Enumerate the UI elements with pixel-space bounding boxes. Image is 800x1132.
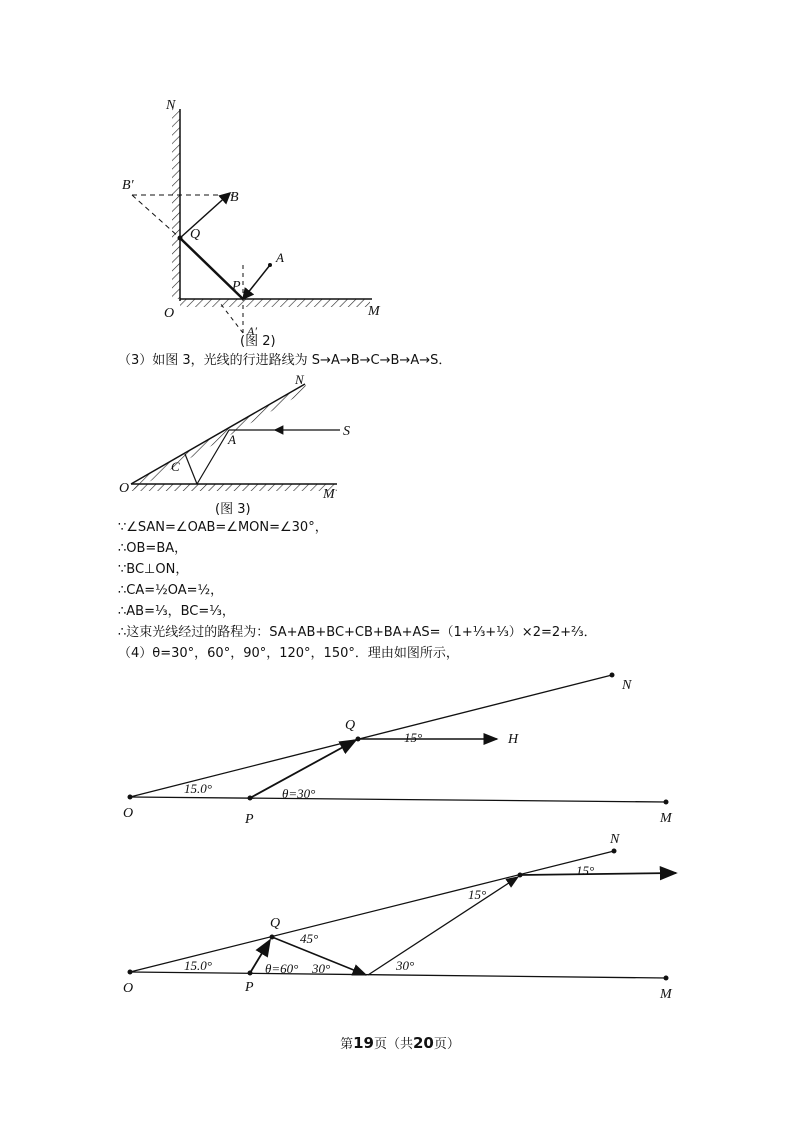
- proof-line-1: ∵∠SAN=∠OAB=∠MON=∠30°，: [118, 520, 328, 535]
- part-3-statement: （3）如图 3，光线的行进路线为 S→A→B→C→B→A→S．: [118, 353, 452, 368]
- label-a-prime: A′: [247, 324, 257, 338]
- figure-3-caption: (图 3): [215, 502, 251, 517]
- ray-on: [130, 851, 614, 972]
- label-q: Q: [190, 227, 201, 242]
- label-n: N: [166, 98, 176, 113]
- label-a: A: [228, 432, 236, 447]
- angle-theta: θ=30°: [282, 786, 316, 801]
- mirror-om-hatch: [180, 299, 370, 307]
- angle-theta: θ=60°: [265, 961, 299, 976]
- label-n: N: [295, 372, 304, 387]
- proof-line-7: （4）θ=30°，60°，90°，120°，150°．理由如图所示，: [118, 646, 459, 661]
- label-n: N: [610, 832, 620, 847]
- proof-line-5: ∴AB=⅓，BC=⅓，: [118, 604, 235, 619]
- proof-line-6: ∴这束光线经过的路程为：SA+AB+BC+CB+BA+AS=（1+⅓+⅓）×2=2+⅔．: [118, 625, 597, 640]
- label-o: O: [123, 981, 134, 996]
- proof-line-2: ∴OB=BA，: [118, 541, 188, 556]
- label-p: P: [232, 279, 241, 294]
- ray-on: [130, 675, 612, 797]
- figure-4: [0, 665, 800, 830]
- light-r-s: [368, 877, 518, 975]
- label-c: C: [171, 459, 180, 474]
- label-h: H: [508, 732, 519, 747]
- ray-b-c: [185, 454, 197, 484]
- label-a: A: [276, 250, 284, 265]
- footer-suffix: 页）: [433, 1037, 460, 1052]
- angle-15-0: 15.0°: [184, 781, 212, 796]
- footer-total-pages: 20: [413, 1034, 434, 1052]
- footer-page-number: 19: [353, 1034, 374, 1052]
- angle-45: 45°: [300, 931, 319, 946]
- label-p: P: [245, 980, 254, 995]
- label-m: M: [323, 487, 335, 502]
- angle-30b: 30°: [396, 958, 415, 973]
- angle-15-right: 15°: [576, 863, 595, 878]
- label-q: Q: [345, 718, 356, 733]
- proof-line-3: ∵BC⊥ON，: [118, 562, 189, 577]
- page-footer: [0, 1033, 800, 1052]
- label-n: N: [622, 678, 632, 693]
- angle-15-top: 15°: [468, 887, 487, 902]
- angle-15-0: 15.0°: [184, 958, 212, 973]
- label-p: P: [245, 812, 254, 827]
- figure-3: [115, 372, 365, 507]
- footer-prefix: 第: [340, 1037, 354, 1052]
- mirror-on: [131, 384, 305, 484]
- figure-5: [0, 825, 800, 1005]
- label-m: M: [660, 811, 672, 826]
- mirror-on-hatch: [172, 109, 180, 299]
- light-s-out: [520, 873, 676, 875]
- ray-om: [130, 797, 666, 802]
- label-b-prime: B′: [122, 178, 134, 193]
- label-o: O: [164, 306, 175, 321]
- label-s: S: [343, 424, 350, 439]
- label-m: M: [660, 987, 672, 1002]
- label-m: M: [368, 304, 380, 319]
- label-o: O: [123, 806, 134, 821]
- figure-2-caption: (图 2): [240, 334, 276, 349]
- proof-line-4: ∴CA=½OA=½，: [118, 583, 224, 598]
- angle-30a: 30°: [312, 961, 331, 976]
- label-b: B: [230, 190, 239, 205]
- label-o: O: [119, 481, 130, 496]
- figure-2: [110, 95, 400, 345]
- footer-mid: 页（共: [373, 1037, 413, 1052]
- label-q: Q: [270, 916, 281, 931]
- angle-15: 15°: [404, 730, 423, 745]
- ray-a-p: [243, 265, 270, 299]
- ray-q-b: [180, 193, 230, 238]
